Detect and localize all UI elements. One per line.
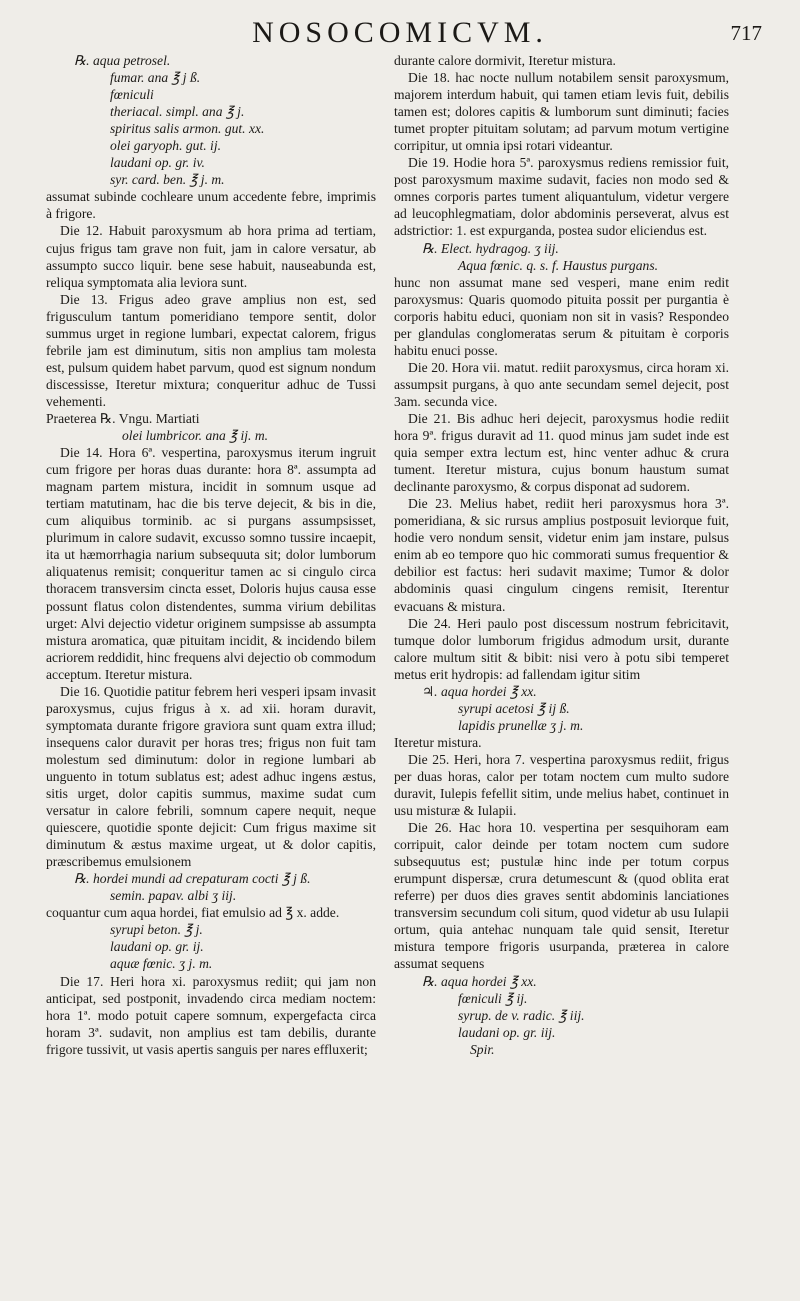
prescription-line: syrupi acetosi ℥ ij ß. [458,700,570,716]
prescription-line: laudani op. gr. iij. [458,1024,556,1040]
text-paragraph: Die 17. Heri hora xi. paroxysmus rediit; qui jam non anticipat, sed postponit, invadendo circa mediam noctem: hora 1ª. modo potuit capere somnum, expergefacta circa horam 3ª. sudavit, non amplius est tam debilis, durante frigore tussivit, ut vasis apertis sanguis per nares effluxerit; [46,973,376,1057]
text-paragraph: Die 19. Hodie hora 5ª. paroxysmus rediens remissior fuit, post paroxysmum maxime sudavit, facies non modo sed & omnes corporis partes tument aliquantulum, videtur vergere ad leucophlegmatiam, dolor abdominis perseverat, alvus est adstrictior: 1. est expurganda, postea sudor eliciendus est. [394,155,729,239]
prescription-line: ℞. aqua petrosel. [74,53,171,68]
prescription-line: ℞. hordei mundi ad crepaturam cocti ℥ j ß. [74,871,311,887]
prescription-line: olei lumbricor. ana ℥ ij. m. [122,428,269,444]
prescription-line: ♃. aqua hordei ℥ xx. [422,683,537,699]
prescription-line: Spir. [470,1041,495,1057]
text-paragraph: Die 14. Hora 6ª. vespertina, paroxysmus iterum ingruit cum frigore per horas duas durante: hora 8ª. assumpta ad magnam partem mistura, incidit in somnum usque ad tertiam matutinam, hac die bis terve dejecit, & bis in die, cum aliquibus torminib. ac si purgans assumpsisset, plurimum in calore sudavit, excusso somno tussire incaepit, ita ut hæmorrhagia narium subsequuta sit; dolor lumborum aliquatenus remisit; conqueritur tamen ac si cingulo circa thoracem transversim cincta esset, Doloris hujus causa esse possunt flatus colon distendentes, summa virium debilitas urget: Alvi dejectio videtur originem sumpsisse ab assumpta mistura aromatica, quæ pituitam incidit, & incidendo bilem acriorem reddidit, hinc frequens alvi dejectio ob commodum acceptum. Iteretur mistura. [46,445,376,682]
text-paragraph: assumat subinde cochleare unum accedente febre, imprimis à frigore. [46,189,376,222]
prescription-line: fumar. ana ℥ j ß. [110,70,201,86]
prescription-line: aquæ fœnic. ʒ j. m. [110,956,213,972]
text-paragraph: Die 18. hac nocte nullum notabilem sensit paroxysmum, majorem interdum habuit, qui tamen etiam levis fuit, debilis tamen est; dolores capitis & lumborum sunt diminuti; facies tumet propter pituitam solutam; ad parvum motum vertigine corripitur, ut omnia ipsi rotari videantur. [394,70,729,154]
text-paragraph: Praeterea ℞. Vngu. Martiati [46,410,200,426]
prescription-line: spiritus salis armon. gut. xx. [110,121,265,137]
text-paragraph: coquantur cum aqua hordei, fiat emulsio ad ℥ x. adde. [46,905,340,921]
text-paragraph: Iteretur mistura. [394,734,482,750]
text-paragraph: Die 23. Melius habet, rediit heri paroxysmus hora 3ª. pomeridiana, & sic rursus amplius postposuit leviorque fuit, hodie vero nondum sensit, videtur enim jam instare, pulsus enim ab eo tempore quo hic commorati sumus frequentior & debilior est factus: heri sudavit maxime; Tumor & dolor abdominis quasi cingulum cingens remisit, Iterentur evacuans & mistura. [394,496,729,614]
text-paragraph: durante calore dormivit, Iteretur mistura. [394,53,616,68]
text-paragraph: hunc non assumat mane sed vesperi, mane enim redit paroxysmus: Quaris quomodo pituita possit per purgantia è corporis habitu educi, quoniam non sit in vasis? Respondeo per glandulas conglomeratas serum & pituitam è corporis habitu enuci posse. [394,274,729,358]
prescription-line: laudani op. gr. iv. [110,155,205,171]
prescription-line: lapidis prunellæ ʒ j. m. [458,717,584,733]
running-head: NOSOCOMICVM. [252,16,548,49]
left-column [46,52,376,1292]
text-paragraph: Die 16. Quotidie patitur febrem heri vesperi ipsam invasit paroxysmus, cujus frigus à x. ad xii. horam duravit, symptomata durante frigore graviora sunt quam extra illud; insequens calor duravit per horas tres; frigus non fuit tam molestum sed diminutum: dolor in regione lumbari ab unguento in totum sublatus est; adest adhuc ingens æstus, sitis urget, dolor capitis summus, maxime sudat cum versatur in calore febrili, somnum capere nequit, neque quiescere, quotidie sponte dejicit: Cum frigus maxime sit diminutum & æstus maxime urgeat, ut & dolor capitis, præscribemus emulsionem [46,683,376,870]
text-paragraph: Die 12. Habuit paroxysmum ab hora prima ad tertiam, cujus frigus tam grave non fuit, jam in calore versatur, ab assumpto succo liquir. bene sese habuit, nauseabunda est, reliqua symptomata alia leviora sunt. [46,223,376,290]
text-paragraph: Die 26. Hac hora 10. vespertina per sesquihoram eam corripuit, calor deinde per totam noctem cum sudore subsequutus est; pustulæ hinc inde per totum corpus erumpunt dispersæ, crura detumescunt & (quod oblita erat referre) per duos dies graves sentit abdominis lanciationes transversim secundum coli situm, quod videtur ab usu Iulapii ortum, quia antehac nunquam tale quid sensit, Iteretur mistura tempore frigoris usurpanda, præterea in calore assumat sequens [394,820,729,972]
text-paragraph: Die 20. Hora vii. matut. rediit paroxysmus, circa horam xi. assumpsit purgans, à quo ante secundam semel dejecit, post 3am. secunda vice. [394,359,729,409]
prescription-line: syr. card. ben. ℥ j. m. [110,172,225,188]
right-column [394,52,729,1292]
prescription-line: olei garyoph. gut. ij. [110,138,222,154]
prescription-line: theriacal. simpl. ana ℥ j. [110,104,245,120]
prescription-line: Aqua fœnic. q. s. f. Haustus purgans. [458,257,659,273]
prescription-line: syrupi beton. ℥ j. [110,922,203,938]
page-header [0,14,800,52]
prescription-line: laudani op. gr. ij. [110,939,204,955]
prescription-line: semin. papav. albi ʒ iij. [110,888,237,904]
prescription-line: syrup. de v. radic. ℥ iij. [458,1007,585,1023]
text-paragraph: Die 21. Bis adhuc heri dejecit, paroxysmus hodie rediit hora 9ª. frigus duravit ad 11. quod minus jam sudet inde est quia semper extra lectum est, hinc venter adhuc & crura tument. Iteretur mistura, cujus bonum haustum sumat declinante paroxysmo, & corpus disponat ad sudorem. [394,410,729,495]
page-number: 717 [730,21,762,45]
prescription-line: fœniculi ℥ ij. [458,990,528,1006]
text-paragraph: Die 25. Heri, hora 7. vespertina paroxysmus rediit, frigus per duas horas, calor per totam noctem cum multo sudore duravit, Iulepis fefellit sitim, unde melius habet, continuet in usu misturæ & Iulapii. [394,751,729,819]
text-paragraph: Die 13. Frigus adeo grave amplius non est, sed frigusculum tantum pomeridiano tempore sentit, dolor summus urget in regione lumbari, expectat calorem, frigus febrile jam est diminutum, sitis non amplius tam molesta est, pulsum quidem habet parvum, quod est signum nondum discessisse, Iteretur mixtura; conqueritur adhuc de Tussi vehementi. [46,291,376,409]
prescription-line: ℞. Elect. hydragog. ʒ iij. [422,240,559,256]
prescription-line: ℞. aqua hordei ℥ xx. [422,973,537,989]
prescription-line: fœniculi [110,87,154,103]
text-paragraph: Die 24. Heri paulo post discessum nostrum febricitavit, tumque dolor lumborum frigidus admodum ursit, durante calore multum sitit & bibit: nisi vero à potu sibi temperet metus erit hydropis: ad fallendam igitur sitim [394,615,729,682]
